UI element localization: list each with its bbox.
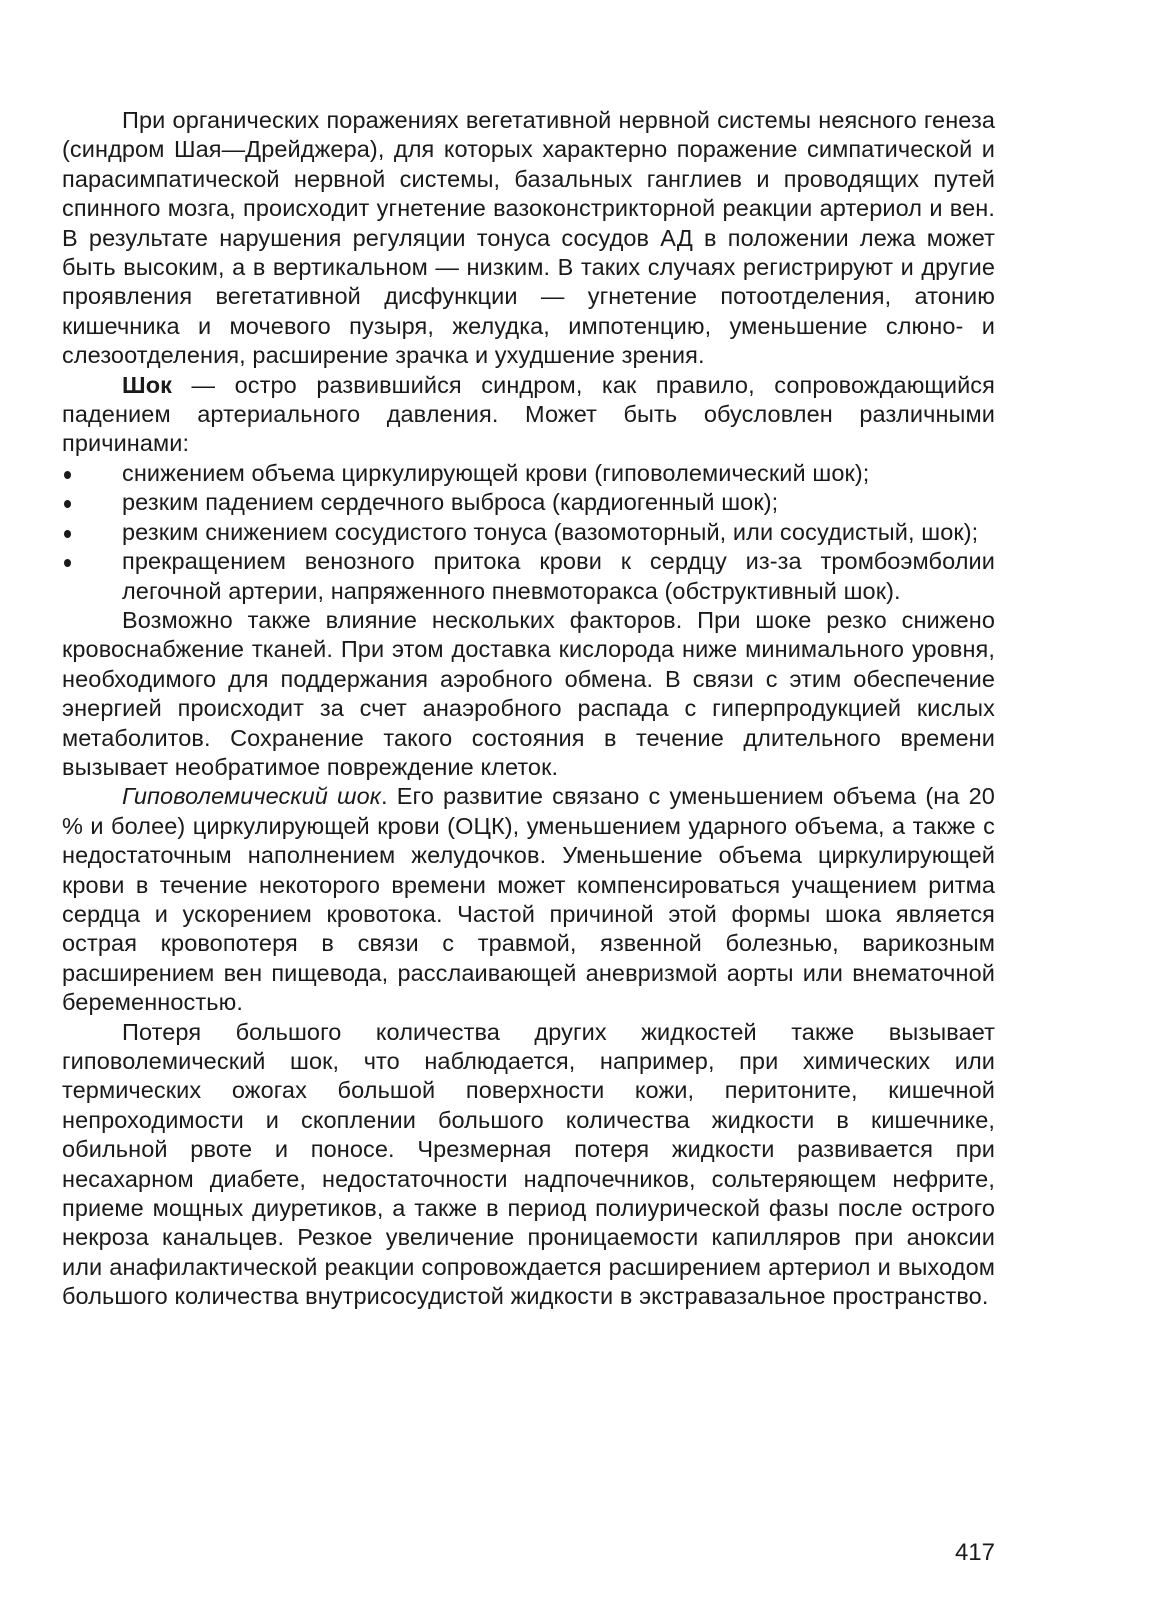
list-item (62, 459, 995, 488)
list-item-text: резким снижением сосудистого тонуса (вазомоторный, или сосудистый, шок); (122, 518, 979, 545)
paragraph-autonomic-lesions: При органических поражениях вегетативной нервной системы неясного генеза (синдром Шая—Дрейджера), для которых характерно поражение симпатической и парасимпатической нервной системы, базальных ганглиев и проводящих путей спинного мозга, происходит угнетение вазоконстрикторной реакции артериол и вен. В результате нарушения регуляции тонуса сосудов АД в положении лежа может быть высоким, а в вертикальном — низким. В таких случаях регистрируют и другие проявления вегетативной дисфункции — угнетение потоотделения, атонию кишечника и мочевого пузыря, желудка, импотенцию, уменьшение слюно- и слезоотделения, расширение зрачка и ухудшение зрения. (62, 107, 995, 369)
list-item-text: снижением объема циркулирующей крови (гиповолемический шок); (122, 459, 870, 486)
term-hypovolemic-shock: Гиповолемический шок (122, 783, 382, 810)
shock-definition-text: — остро развившийся синдром, как правило, сопровождающийся падением артериального давления. Может быть обусловлен различными причинами: (62, 371, 995, 457)
list-item (62, 488, 995, 517)
hypovolemic-shock-text: . Его развитие связано с уменьшением объема (на 20 % и более) циркулирующей крови (ОЦК), уменьшением ударного объема, а также с недостаточным наполнением желудочков. Уменьшение объема циркулирующей крови в течение некоторого времени может компенсироваться учащением ритма сердца и ускорением кровотока. Частой причиной этой формы шока является острая кровопотеря в связи с травмой, язвенной болезнью, варикозным расширением вен пищевода, расслаивающей аневризмой аорты или внематочной беременностью. (62, 783, 995, 1016)
shock-causes-list (62, 459, 995, 606)
list-item-text: резким падением сердечного выброса (кардиогенный шок); (122, 489, 779, 516)
page-body (62, 106, 995, 1312)
page-number: 417 (954, 1539, 995, 1566)
list-item-text: прекращением венозного притока крови к сердцу из-за тромбоэмболии легочной артерии, напряженного пневмоторакса (обструктивный шок). (122, 548, 995, 604)
paragraph-fluid-loss: Потеря большого количества других жидкостей также вызывает гиповолемический шок, что наблюдается, например, при химических или термических ожогах большой поверхности кожи, перитоните, кишечной непроходимости и скоплении большого количества жидкости в кишечнике, обильной рвоте и поносе. Чрезмерная потеря жидкости развивается при несахарном диабете, недостаточности надпочечников, сольтеряющем нефрите, приеме мощных диуретиков, а также в период полиурической фазы после острого некроза канальцев. Резкое увеличение проницаемости капилляров при аноксии или анафилактической реакции сопровождается расширением артериол и выходом большого количества внутрисосудистой жидкости в экстравазальное пространство. (62, 1018, 995, 1310)
paragraph-shock-mechanism: Возможно также влияние нескольких факторов. При шоке резко снижено кровоснабжение тканей. При этом доставка кислорода ниже минимального уровня, необходимого для поддержания аэробного обмена. В связи с этим обеспечение энергией происходит за счет анаэробного распада с гиперпродукцией кислых метаболитов. Сохранение такого состояния в течение длительного времени вызывает необратимое повреждение клеток. (62, 606, 995, 780)
paragraph-shock-definition (62, 371, 995, 459)
list-item (62, 518, 995, 547)
term-shock: Шок (122, 371, 173, 398)
paragraph-hypovolemic-shock (62, 782, 995, 1017)
list-item (62, 547, 995, 606)
